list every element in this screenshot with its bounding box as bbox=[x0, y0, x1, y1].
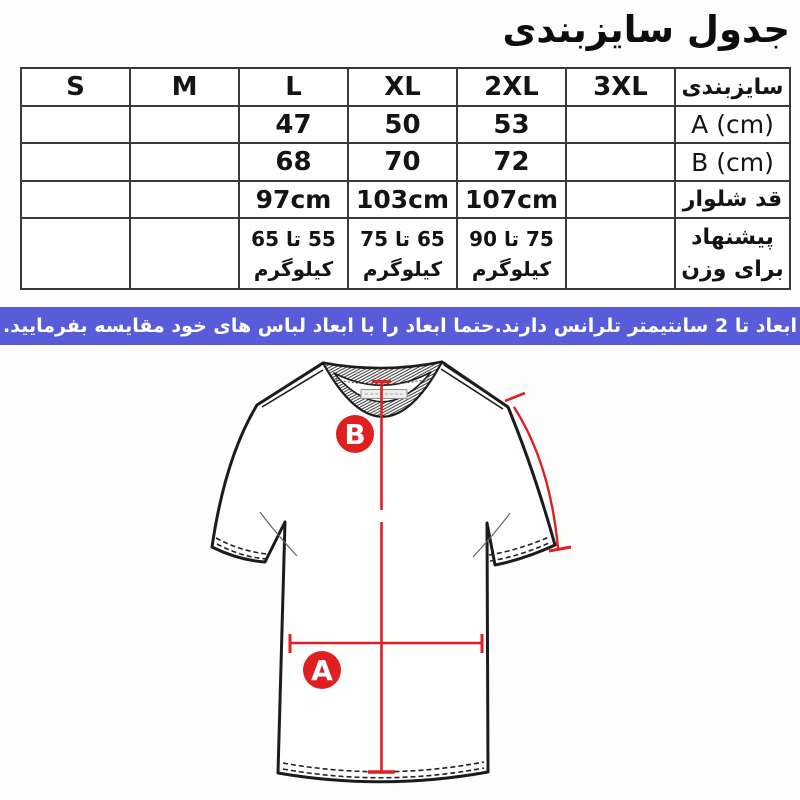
value-cell: 68 bbox=[239, 143, 348, 181]
row-weight-suggestion bbox=[21, 218, 790, 289]
table-header-row bbox=[21, 68, 790, 106]
weight-range: 55 تا 65 bbox=[251, 226, 336, 251]
value-cell bbox=[348, 218, 457, 289]
page-title: جدول سایزبندی bbox=[502, 8, 790, 51]
row-label-b: B (cm) bbox=[675, 143, 790, 181]
header-2xl: 2XL bbox=[457, 68, 566, 106]
value-cell: 47 bbox=[239, 106, 348, 143]
header-s: S bbox=[21, 68, 130, 106]
tshirt-drawing bbox=[212, 362, 555, 782]
marker-a-letter: A bbox=[311, 654, 333, 687]
header-m: M bbox=[130, 68, 239, 106]
value-cell bbox=[130, 181, 239, 218]
value-cell bbox=[130, 143, 239, 181]
value-cell bbox=[21, 218, 130, 289]
weight-unit: کیلوگرم bbox=[362, 256, 443, 281]
value-cell bbox=[21, 181, 130, 218]
value-cell bbox=[130, 106, 239, 143]
weight-unit: کیلوگرم bbox=[253, 256, 334, 281]
header-3xl: 3XL bbox=[566, 68, 675, 106]
size-table bbox=[20, 67, 791, 290]
value-cell bbox=[566, 218, 675, 289]
value-cell: 72 bbox=[457, 143, 566, 181]
value-cell bbox=[21, 106, 130, 143]
row-measure-b bbox=[21, 143, 790, 181]
marker-b bbox=[336, 415, 374, 453]
header-xl: XL bbox=[348, 68, 457, 106]
neck-label bbox=[361, 390, 407, 399]
weight-unit: کیلوگرم bbox=[471, 256, 552, 281]
value-cell bbox=[566, 106, 675, 143]
header-sizing-label: سایزبندی bbox=[675, 68, 790, 106]
marker-a bbox=[303, 651, 341, 689]
value-cell: 107cm bbox=[457, 181, 566, 218]
value-cell bbox=[239, 218, 348, 289]
value-cell: 50 bbox=[348, 106, 457, 143]
value-cell bbox=[566, 143, 675, 181]
value-cell: 53 bbox=[457, 106, 566, 143]
tshirt-measurement-diagram bbox=[150, 350, 650, 800]
row-measure-a bbox=[21, 106, 790, 143]
header-l: L bbox=[239, 68, 348, 106]
value-cell bbox=[130, 218, 239, 289]
tshirt-body-outline bbox=[212, 362, 555, 782]
row-label-pants-length: قد شلوار bbox=[675, 181, 790, 218]
value-cell bbox=[566, 181, 675, 218]
row-label-a: A (cm) bbox=[675, 106, 790, 143]
row-pants-length bbox=[21, 181, 790, 218]
value-cell: 97cm bbox=[239, 181, 348, 218]
value-cell: 103cm bbox=[348, 181, 457, 218]
tolerance-notice-banner: ابعاد تا 2 سانتیمتر تلرانس دارند.حتما ابعاد را با ابعاد لباس های خود مقایسه بفرمایید. bbox=[0, 307, 800, 345]
weight-range: 75 تا 90 bbox=[469, 226, 554, 251]
value-cell bbox=[21, 143, 130, 181]
value-cell bbox=[457, 218, 566, 289]
weight-range: 65 تا 75 bbox=[360, 226, 445, 251]
marker-b-letter: B bbox=[344, 418, 366, 451]
row-label-weight: پیشنهاد برای وزن bbox=[675, 218, 790, 289]
value-cell: 70 bbox=[348, 143, 457, 181]
